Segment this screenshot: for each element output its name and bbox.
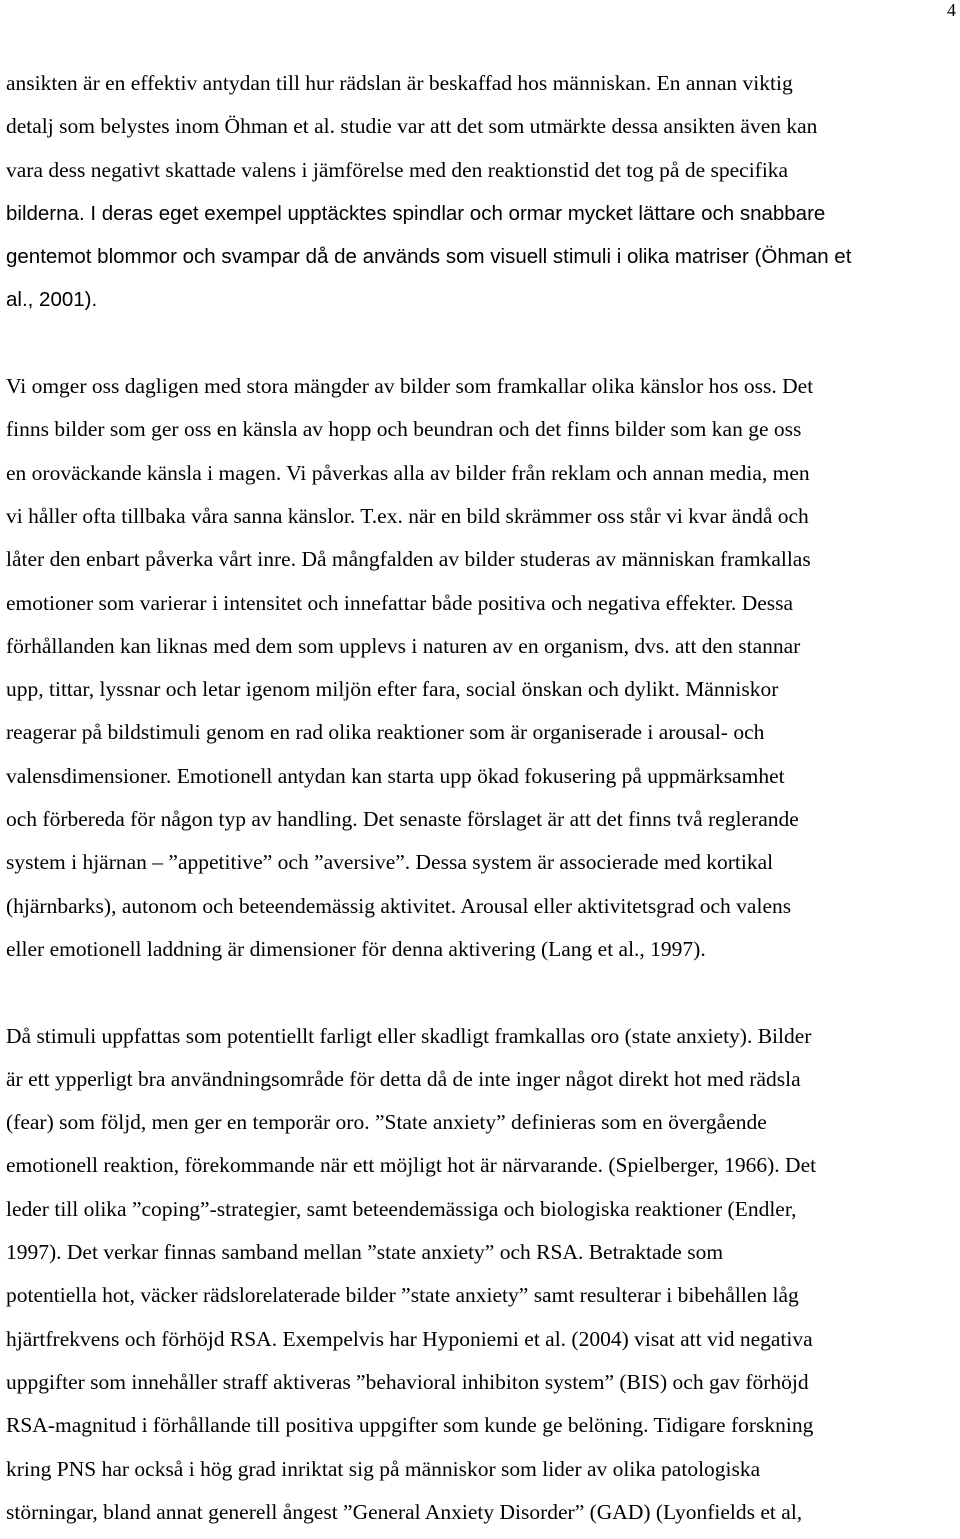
- text-line: uppgifter som innehåller straff aktiveras ”behavioral inhibiton system” (BIS) och gav förhöjd: [6, 1369, 809, 1394]
- page-number: 4: [947, 0, 956, 20]
- text-line: Då stimuli uppfattas som potentiellt farligt eller skadligt framkallas oro (state anxiety). Bilder: [6, 1023, 812, 1048]
- text-line: vara dess negativt skattade valens i jämförelse med den reaktionstid det tog på de specifika: [6, 157, 789, 182]
- text-line: eller emotionell laddning är dimensioner för denna aktivering (Lang et al., 1997).: [6, 936, 706, 961]
- text-line: potentiella hot, väcker rädslorelaterade bilder ”state anxiety” samt resulterar i bibehållen låg: [6, 1283, 799, 1308]
- text-line: 1997). Det verkar finnas samband mellan ”state anxiety” och RSA. Betraktade som: [6, 1240, 724, 1265]
- paragraph-2: [6, 365, 956, 971]
- text-line: al., 2001).: [6, 288, 98, 312]
- paragraph-3: [6, 1015, 956, 1535]
- text-line: gentemot blommor och svampar då de används som visuell stimuli i olika matriser (Öhman et: [6, 245, 852, 269]
- text-line: Vi omger oss dagligen med stora mängder av bilder som framkallar olika känslor hos oss. Det: [6, 374, 814, 399]
- text-line: upp, tittar, lyssnar och letar igenom miljön efter fara, social önskan och dylikt. Människor: [6, 677, 779, 702]
- text-line: är ett ypperligt bra användningsområde för detta då de inte inger något direkt hot med rädsla: [6, 1066, 801, 1091]
- text-line: emotionell reaktion, förekommande när ett möjligt hot är närvarande. (Spielberger, 1966). Det: [6, 1153, 817, 1178]
- document-body: [6, 62, 956, 1534]
- text-line: system i hjärnan – ”appetitive” och ”aversive”. Dessa system är associerade med kortikal: [6, 850, 774, 875]
- text-line: emotioner som varierar i intensitet och innefattar både positiva och negativa effekter. Dessa: [6, 590, 794, 615]
- text-line: förhållanden kan liknas med dem som upplevs i naturen av en organism, dvs. att den stannar: [6, 633, 801, 658]
- text-line: hjärtfrekvens och förhöjd RSA. Exempelvis har Hyponiemi et al. (2004) visat att vid negativa: [6, 1326, 813, 1351]
- text-line: reagerar på bildstimuli genom en rad olika reaktioner som är organiserade i arousal- och: [6, 720, 765, 745]
- paragraph-1: [6, 62, 956, 322]
- text-line: vi håller ofta tillbaka våra sanna känslor. T.ex. när en bild skrämmer oss står vi kvar ändå och: [6, 503, 809, 528]
- text-line: bilderna. I deras eget exempel upptäcktes spindlar och ormar mycket lättare och snabbare: [6, 201, 826, 225]
- text-line: och förbereda för någon typ av handling. Det senaste förslaget är att det finns två reglerande: [6, 807, 799, 832]
- text-line: detalj som belystes inom Öhman et al. studie var att det som utmärkte dessa ansikten även kan: [6, 114, 818, 139]
- text-line: en oroväckande känsla i magen. Vi påverkas alla av bilder från reklam och annan media, men: [6, 460, 810, 485]
- paragraph-gap: [6, 322, 956, 365]
- text-line: (hjärnbarks), autonom och beteendemässig aktivitet. Arousal eller aktivitetsgrad och valens: [6, 893, 792, 918]
- text-line: leder till olika ”coping”-strategier, samt beteendemässiga och biologiska reaktioner (Endler,: [6, 1196, 797, 1221]
- text-line: RSA-magnitud i förhållande till positiva uppgifter som kunde ge belöning. Tidigare forskning: [6, 1413, 814, 1438]
- text-line: valensdimensioner. Emotionell antydan kan starta upp ökad fokusering på uppmärksamhet: [6, 763, 785, 788]
- text-line: finns bilder som ger oss en känsla av hopp och beundran och det finns bilder som kan ge oss: [6, 417, 802, 442]
- text-line: störningar, bland annat generell ångest ”General Anxiety Disorder” (GAD) (Lyonfields et al,: [6, 1499, 803, 1524]
- text-line: kring PNS har också i hög grad inriktat sig på människor som lider av olika patologiska: [6, 1456, 761, 1481]
- text-line: ansikten är en effektiv antydan till hur rädslan är beskaffad hos människan. En annan viktig: [6, 71, 793, 95]
- paragraph-gap: [6, 971, 956, 1014]
- text-line: (fear) som följd, men ger en temporär oro. ”State anxiety” definieras som en övergående: [6, 1110, 767, 1135]
- text-line: låter den enbart påverka vårt inre. Då mångfalden av bilder studeras av människan framkallas: [6, 547, 811, 572]
